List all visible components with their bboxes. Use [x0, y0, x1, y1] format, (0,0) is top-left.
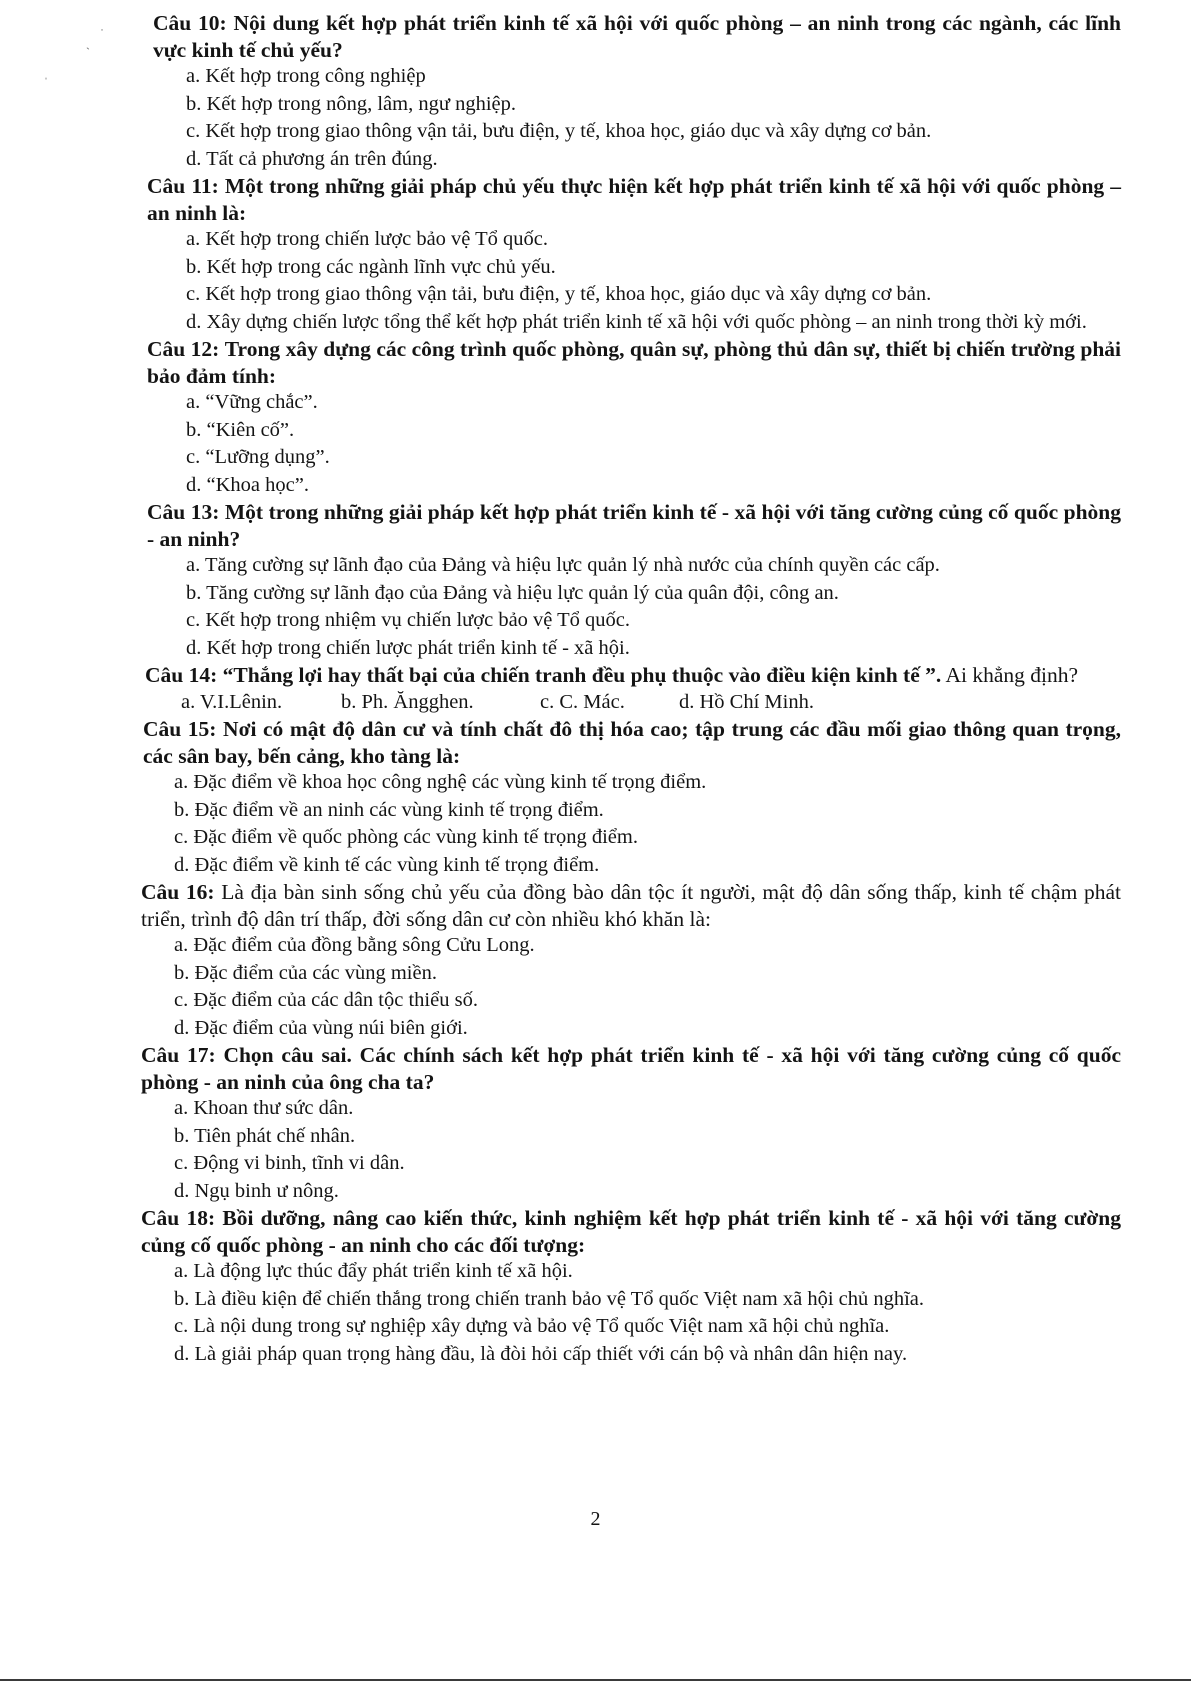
question-tail: Ai khẳng định? [945, 663, 1079, 687]
question-heading [0, 662, 1191, 689]
option-d: d. “Khoa học”. [186, 473, 309, 496]
option-c: c. Đặc điểm về quốc phòng các vùng kinh tế trọng điểm. [174, 826, 638, 848]
option-a: a. “Vững chắc”. [186, 391, 318, 413]
option-list [0, 1258, 1191, 1368]
question-number: Câu 18: [141, 1206, 216, 1230]
option-d: d. Ngụ binh ư nông. [174, 1179, 339, 1202]
option-c: c. Kết hợp trong giao thông vận tải, bưu điện, y tế, khoa học, giáo dục và xây dựng cơ bản. [186, 120, 932, 142]
question-15 [0, 716, 1191, 879]
option-list [0, 932, 1191, 1042]
option-list [0, 552, 1191, 662]
question-heading [0, 499, 1191, 552]
question-number: Câu 17: [141, 1043, 216, 1067]
question-number: Câu 10: [153, 11, 227, 35]
question-14 [0, 662, 1191, 716]
option-d: d. Tất cả phương án trên đúng. [186, 147, 438, 170]
question-number: Câu 12: [147, 337, 220, 361]
option-d: d. Hồ Chí Minh. [679, 690, 814, 713]
option-d: d. Đặc điểm về kinh tế các vùng kinh tế trọng điểm. [174, 853, 600, 876]
question-heading [0, 336, 1191, 389]
option-a: a. Đặc điểm về khoa học công nghệ các vùng kinh tế trọng điểm. [174, 771, 707, 793]
scan-edge-line [0, 1679, 1191, 1681]
question-number: Câu 13: [147, 500, 220, 524]
option-list [0, 1095, 1191, 1205]
option-c: c. Động vi binh, tĩnh vi dân. [174, 1152, 405, 1174]
question-heading [0, 716, 1191, 769]
scan-speck: ˌ [44, 66, 48, 80]
question-list [0, 10, 1191, 1368]
question-heading [0, 1042, 1191, 1095]
question-text: Nơi có mật độ dân cư và tính chất đô thị hóa cao; tập trung các đầu mối giao thông quan trọng, các sân bay, bến cảng, kho tàng là: [143, 717, 1121, 768]
option-d: d. Xây dựng chiến lược tổng thể kết hợp phát triển kinh tế xã hội với quốc phòng – an ninh trong thời kỳ mới. [186, 310, 1087, 333]
question-text: Bồi dưỡng, nâng cao kiến thức, kinh nghiệm kết hợp phát triển kinh tế - xã hội với tăng cường củng cố quốc phòng - an ninh cho các đối tượng: [141, 1206, 1121, 1257]
option-row [0, 689, 1191, 717]
option-c: c. Kết hợp trong nhiệm vụ chiến lược bảo vệ Tổ quốc. [186, 609, 631, 631]
option-d: d. Là giải pháp quan trọng hàng đầu, là đòi hỏi cấp thiết với cán bộ và nhân dân hiện nay. [174, 1342, 908, 1365]
question-10 [0, 10, 1191, 173]
question-text: “Thắng lợi hay thất bại của chiến tranh đều phụ thuộc vào điều kiện kinh tế ”. [222, 663, 942, 687]
question-heading [0, 879, 1191, 932]
option-list [0, 769, 1191, 879]
option-b: b. Là điều kiện để chiến thắng trong chiến tranh bảo vệ Tổ quốc Việt nam xã hội chủ nghĩa. [174, 1287, 925, 1310]
question-12 [0, 336, 1191, 499]
option-b: b. Kết hợp trong các ngành lĩnh vực chủ yếu. [186, 255, 556, 278]
option-c: c. C. Mác. [540, 690, 625, 713]
option-c: c. Đặc điểm của các dân tộc thiểu số. [174, 989, 478, 1011]
option-b: b. Kết hợp trong nông, lâm, ngư nghiệp. [186, 92, 516, 115]
question-number: Câu 11: [147, 174, 219, 198]
scan-speck: ˙ [100, 26, 104, 40]
question-text: Chọn câu sai. Các chính sách kết hợp phát triển kinh tế - xã hội với tăng cường củng cố quốc phòng - an ninh của ông cha ta? [141, 1043, 1122, 1094]
question-16 [0, 879, 1191, 1042]
question-13 [0, 499, 1191, 662]
option-a: a. Khoan thư sức dân. [174, 1097, 354, 1119]
option-b: b. Đặc điểm của các vùng miền. [174, 961, 437, 984]
question-heading [0, 173, 1191, 226]
option-list [0, 389, 1191, 499]
question-heading [0, 1205, 1191, 1258]
option-d: d. Kết hợp trong chiến lược phát triển kinh tế - xã hội. [186, 636, 630, 659]
option-b: b. Đặc điểm về an ninh các vùng kinh tế trọng điểm. [174, 798, 604, 821]
question-text: Một trong những giải pháp chủ yếu thực hiện kết hợp phát triển kinh tế xã hội với quốc phòng – an ninh là: [147, 174, 1121, 225]
question-text: Là địa bàn sinh sống chủ yếu của đồng bào dân tộc ít người, mật độ dân sống thấp, kinh tế chậm phát triển, trình độ dân trí thấp, đời sống dân cư còn nhiều khó khăn là: [141, 880, 1121, 931]
option-list [0, 63, 1191, 173]
option-b: b. “Kiên cố”. [186, 418, 295, 441]
option-c: c. Là nội dung trong sự nghiệp xây dựng và bảo vệ Tổ quốc Việt nam xã hội chủ nghĩa. [174, 1315, 890, 1337]
option-a: a. V.I.Lênin. [181, 690, 283, 713]
question-17 [0, 1042, 1191, 1205]
question-11 [0, 173, 1191, 336]
option-a: a. Đặc điểm của đồng bằng sông Cửu Long. [174, 934, 535, 956]
option-c: c. Kết hợp trong giao thông vận tải, bưu điện, y tế, khoa học, giáo dục và xây dựng cơ bản. [186, 283, 932, 305]
option-list [0, 226, 1191, 336]
option-c: c. “Lưỡng dụng”. [186, 446, 330, 468]
question-number: Câu 15: [143, 717, 217, 741]
scan-speck: ˎ [86, 36, 90, 50]
option-a: a. Tăng cường sự lãnh đạo của Đảng và hiệu lực quản lý nhà nước của chính quyền các cấp. [186, 554, 940, 576]
question-heading [0, 10, 1191, 63]
question-number: Câu 14: [145, 663, 218, 687]
option-a: a. Kết hợp trong công nghiệp [186, 65, 426, 87]
option-b: b. Tăng cường sự lãnh đạo của Đảng và hiệu lực quản lý của quân đội, công an. [186, 581, 839, 604]
option-b: b. Tiên phát chế nhân. [174, 1124, 356, 1147]
question-text: Nội dung kết hợp phát triển kinh tế xã hội với quốc phòng – an ninh trong các ngành, các lĩnh vực kinh tế chủ yếu? [153, 11, 1121, 62]
option-a: a. Là động lực thúc đẩy phát triển kinh tế xã hội. [174, 1260, 573, 1282]
question-18 [0, 1205, 1191, 1368]
question-text: Trong xây dựng các công trình quốc phòng, quân sự, phòng thủ dân sự, thiết bị chiến trường phải bảo đảm tính: [147, 337, 1121, 388]
question-text: Một trong những giải pháp kết hợp phát triển kinh tế - xã hội với tăng cường củng cố quốc phòng - an ninh? [147, 500, 1121, 551]
option-d: d. Đặc điểm của vùng núi biên giới. [174, 1016, 468, 1039]
page-number: 2 [590, 1508, 601, 1530]
option-b: b. Ph. Ăngghen. [341, 690, 474, 713]
option-a: a. Kết hợp trong chiến lược bảo vệ Tổ quốc. [186, 228, 549, 250]
question-number: Câu 16: [141, 880, 215, 904]
